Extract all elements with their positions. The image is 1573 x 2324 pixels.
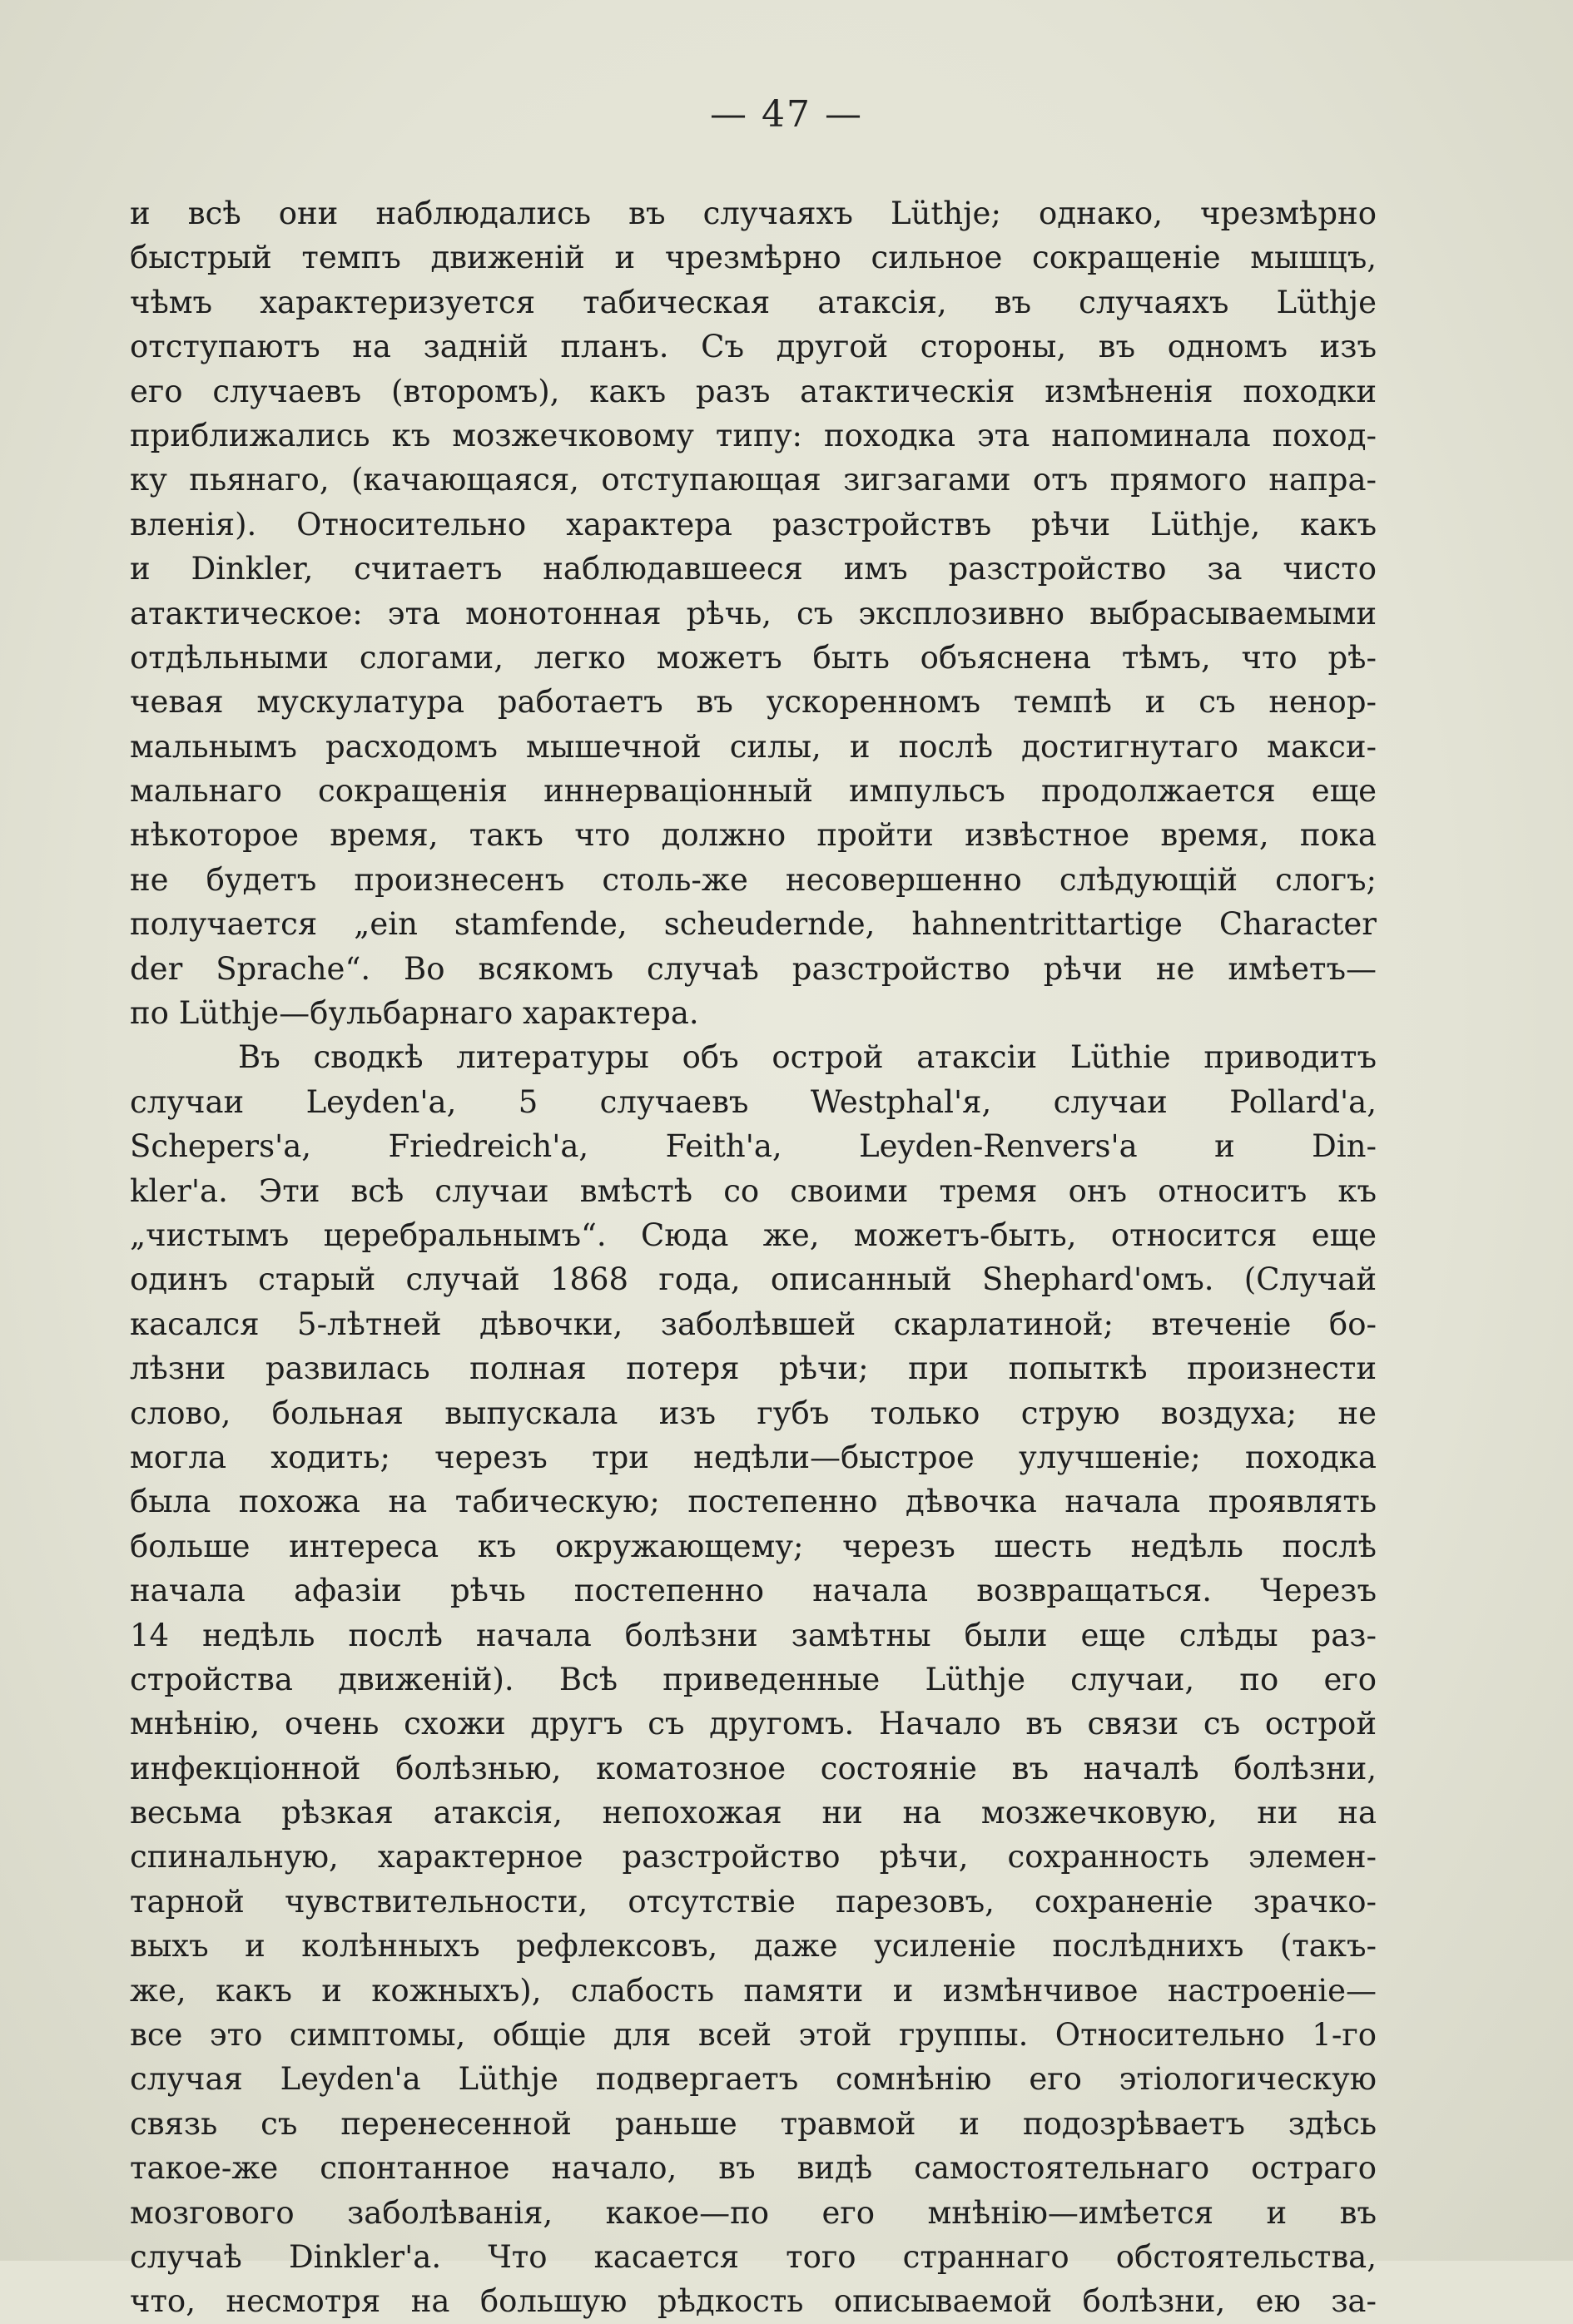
text-line: атактическое: эта монотонная рѣчь, съ эксплозивно выбрасываемыми: [130, 595, 1377, 632]
text-line: нѣкоторое время, такъ что должно пройти извѣстное время, пока: [130, 817, 1377, 854]
text-line: Schepers'a, Friedreich'a, Feith'a, Leyden-Renvers'a и Din-: [130, 1128, 1377, 1165]
text-line: была похожа на табическую; постепенно дѣвочка начала проявлять: [130, 1484, 1377, 1520]
text-line: стройства движенiй). Всѣ приведенные Lüthje случаи, по его: [130, 1661, 1377, 1697]
text-line: мозгового заболѣванiя, какое—по его мнѣнiю—имѣется и въ: [130, 2194, 1377, 2231]
text-line: спинальную, характерное разстройство рѣчи, сохранность элемен-: [130, 1839, 1377, 1876]
text-line: вленiя). Относительно характера разстройствъ рѣчи Lüthje, какъ: [130, 506, 1377, 543]
text-line: приближались къ мозжечковому типу: походка эта напоминала поход-: [130, 417, 1377, 453]
text-line: ку пьянаго, (качающаяся, отступающая зигзагами отъ прямого напра-: [130, 462, 1377, 498]
text-line: мнѣнiю, очень схожи другъ съ другомъ. Начало въ связи съ острой: [130, 1706, 1377, 1742]
text-line: тарной чувствительности, отсутствiе парезовъ, сохраненiе зрачко-: [130, 1883, 1377, 1920]
text-line: отступаютъ на заднiй планъ. Съ другой стороны, въ одномъ изъ: [130, 329, 1377, 365]
text-line: быстрый темпъ движенiй и чрезмѣрно сильное сокращенiе мышцъ,: [130, 240, 1377, 276]
page-number: — 47 —: [710, 93, 863, 136]
text-line: что, несмотря на большую рѣдкость описываемой болѣзни, ею за-: [130, 2283, 1377, 2320]
text-line: kler'a. Эти всѣ случаи вмѣстѣ со своими тремя онъ относитъ къ: [130, 1172, 1377, 1209]
text-line: не будетъ произнесенъ столь-же несовершенно слѣдующiй слогъ;: [130, 861, 1377, 898]
text-line: der Sprache“. Во всякомъ случаѣ разстройство рѣчи не имѣетъ—: [130, 950, 1377, 987]
text-line: все это симптомы, общiе для всей этой группы. Относительно 1-го: [130, 2017, 1377, 2054]
text-line: случаѣ Dinkler'a. Что касается того страннаго обстоятельства,: [130, 2238, 1377, 2275]
text-line: „чистымъ церебральнымъ“. Сюда же, можетъ-быть, относится еще: [130, 1217, 1377, 1253]
text-line: случая Leyden'a Lüthje подвергаетъ сомнѣнiю его этiологическую: [130, 2061, 1377, 2098]
text-line: больше интереса къ окружающему; черезъ шесть недѣль послѣ: [130, 1528, 1377, 1564]
text-line: касался 5-лѣтней дѣвочки, заболѣвшей скарлатиной; втеченiе бо-: [130, 1306, 1377, 1342]
body-text: [130, 191, 1377, 2324]
text-line: слово, больная выпускала изъ губъ только струю воздуха; не: [130, 1395, 1377, 1431]
text-line: Въ сводкѣ литературы объ острой атаксiи Lüthie приводитъ: [238, 1039, 1377, 1076]
text-line: чевая мускулатура работаетъ въ ускоренномъ темпѣ и съ ненор-: [130, 684, 1377, 721]
text-line: выхъ и колѣнныхъ рефлексовъ, даже усиленiе послѣднихъ (такъ-: [130, 1928, 1377, 1965]
text-line: весьма рѣзкая атаксiя, непохожая ни на мозжечковую, ни на: [130, 1795, 1377, 1831]
text-line: начала афазiи рѣчь постепенно начала возвращаться. Черезъ: [130, 1573, 1377, 1609]
text-line: могла ходить; черезъ три недѣли—быстрое улучшенiе; походка: [130, 1439, 1377, 1475]
text-line: получается „ein stamfende, scheudernde, hahnentrittartige Character: [130, 906, 1377, 943]
text-line: его случаевъ (второмъ), какъ разъ атактическiя измѣненiя походки: [130, 373, 1377, 409]
text-line: лѣзни развилась полная потеря рѣчи; при попыткѣ произнести: [130, 1350, 1377, 1387]
text-line: такое-же спонтанное начало, въ видѣ самостоятельнаго остраго: [130, 2150, 1377, 2187]
text-line: случаи Leyden'a, 5 случаевъ Westphal'я, случаи Pollard'a,: [130, 1083, 1377, 1120]
text-line: отдѣльными слогами, легко можетъ быть объяснена тѣмъ, что рѣ-: [130, 639, 1377, 676]
text-line: связь съ перенесенной раньше травмой и подозрѣваетъ здѣсь: [130, 2105, 1377, 2142]
text-line: чѣмъ характеризуется табическая атаксiя, въ случаяхъ Lüthje: [130, 284, 1377, 320]
text-line: же, какъ и кожныхъ), слабость памяти и измѣнчивое настроенiе—: [130, 1972, 1377, 2009]
text-line: и Dinkler, считаетъ наблюдавшееся имъ разстройство за чисто: [130, 551, 1377, 587]
text-line: одинъ старый случай 1868 года, описанный Shephard'омъ. (Случай: [130, 1261, 1377, 1298]
text-line: инфекцiонной болѣзнью, коматозное состоянiе въ началѣ болѣзни,: [130, 1750, 1377, 1786]
text-line: 14 недѣль послѣ начала болѣзни замѣтны были еще слѣды раз-: [130, 1617, 1377, 1653]
text-line: по Lüthje—бульбарнаго характера.: [130, 995, 699, 1032]
text-line: мальнымъ расходомъ мышечной силы, и послѣ достигнутаго макси-: [130, 728, 1377, 765]
text-line: и всѣ они наблюдались въ случаяхъ Lüthje; однако, чрезмѣрно: [130, 196, 1377, 231]
text-line: мальнаго сокращенiя иннервацiонный импульсъ продолжается еще: [130, 773, 1377, 810]
